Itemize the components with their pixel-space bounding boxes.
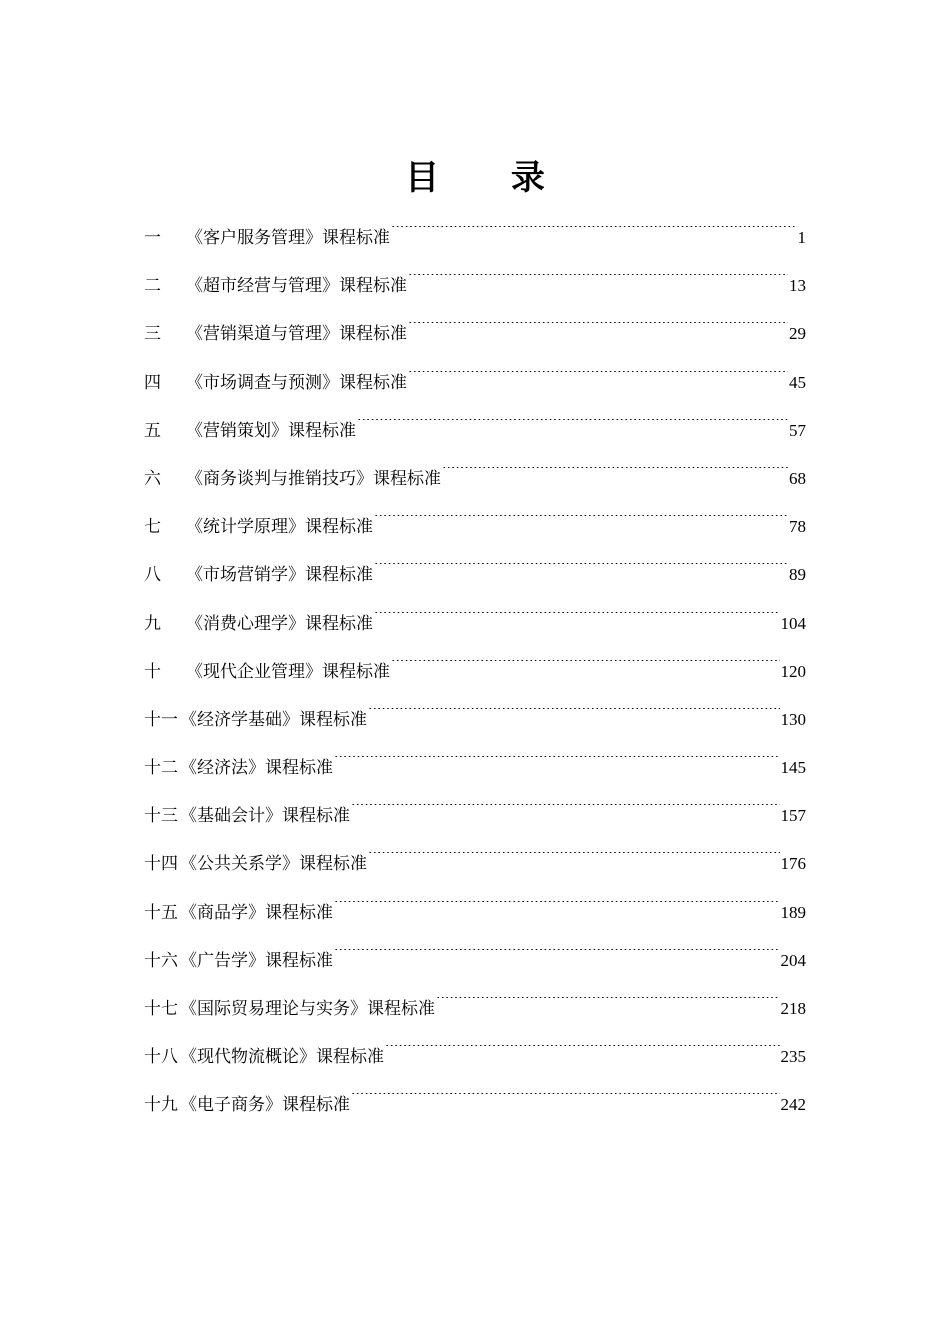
toc-entry-label: 《经济法》课程标准 xyxy=(180,758,333,779)
toc-entry[interactable] xyxy=(144,216,806,264)
toc-entry-number: 八 xyxy=(144,565,161,586)
dot-leader xyxy=(368,852,780,869)
dot-leader xyxy=(385,1045,780,1062)
dot-leader xyxy=(334,756,780,773)
toc-entry-number: 三 xyxy=(144,324,161,345)
toc-entry-label: 《市场调查与预测》课程标准 xyxy=(186,372,407,393)
toc-entry[interactable] xyxy=(144,312,806,360)
toc-entry-page-number: 130 xyxy=(780,709,806,729)
dot-leader xyxy=(334,949,780,966)
toc-entry-page-number: 218 xyxy=(780,999,806,1018)
toc-entry-page-number: 176 xyxy=(780,854,806,874)
toc-entry-number: 十六 xyxy=(144,950,178,971)
dot-leader xyxy=(374,563,788,580)
toc-entry[interactable] xyxy=(144,842,806,890)
dot-leader xyxy=(351,804,780,821)
toc-entry[interactable] xyxy=(144,1083,806,1131)
toc-entry-number: 十九 xyxy=(144,1095,178,1116)
toc-entry[interactable] xyxy=(144,409,806,457)
toc-entry-page-number: 78 xyxy=(789,517,806,537)
toc-entry-number: 十一 xyxy=(144,709,178,730)
toc-entry-number: 十四 xyxy=(144,854,178,875)
toc-entry[interactable] xyxy=(144,1035,806,1083)
dot-leader xyxy=(408,274,788,291)
toc-entry[interactable] xyxy=(144,505,806,553)
toc-entry-label: 《营销策划》课程标准 xyxy=(186,420,356,441)
toc-entry-label: 《统计学原理》课程标准 xyxy=(186,517,373,538)
toc-entry-number: 十五 xyxy=(144,902,178,923)
toc-entry-page-number: 242 xyxy=(780,1095,806,1115)
dot-leader xyxy=(391,226,797,243)
toc-entry-number: 二 xyxy=(144,276,161,297)
toc-entry-page-number: 13 xyxy=(789,276,806,296)
dot-leader xyxy=(334,901,780,918)
toc-entry[interactable] xyxy=(144,264,806,312)
toc-entry-number: 一 xyxy=(144,228,161,248)
toc-entry-page-number: 204 xyxy=(780,950,806,970)
toc-entry-label: 《市场营销学》课程标准 xyxy=(186,565,373,586)
toc-entry-label: 《电子商务》课程标准 xyxy=(180,1095,350,1116)
toc-entry-label: 《商务谈判与推销技巧》课程标准 xyxy=(186,468,441,489)
toc-entry-number: 十八 xyxy=(144,1047,178,1068)
toc-entry-label: 《消费心理学》课程标准 xyxy=(186,613,373,634)
toc-entry-page-number: 157 xyxy=(780,806,806,826)
toc-entry-page-number: 235 xyxy=(780,1047,806,1067)
dot-leader xyxy=(374,515,788,532)
toc-entry-number: 九 xyxy=(144,613,161,634)
toc-entry[interactable] xyxy=(144,698,806,746)
toc-entry-label: 《基础会计》课程标准 xyxy=(180,806,350,827)
toc-entry-page-number: 145 xyxy=(780,758,806,778)
toc-entry-label: 《客户服务管理》课程标准 xyxy=(186,228,390,248)
toc-entry-number: 十七 xyxy=(144,999,178,1019)
toc-entry-number: 十三 xyxy=(144,806,178,827)
toc-entry[interactable] xyxy=(144,553,806,601)
toc-entry-page-number: 189 xyxy=(780,902,806,922)
dot-leader xyxy=(357,419,788,436)
toc-entry-page-number: 68 xyxy=(789,468,806,488)
dot-leader xyxy=(442,467,788,484)
toc-entry-label: 《国际贸易理论与实务》课程标准 xyxy=(180,999,435,1019)
dot-leader xyxy=(374,612,780,629)
toc-entry-page-number: 120 xyxy=(780,661,806,681)
dot-leader xyxy=(351,1093,780,1110)
toc-entry-label: 《商品学》课程标准 xyxy=(180,902,333,923)
table-of-contents xyxy=(144,216,806,1132)
dot-leader xyxy=(436,997,780,1014)
dot-leader xyxy=(408,371,788,388)
toc-entry-label: 《公共关系学》课程标准 xyxy=(180,854,367,875)
toc-entry-number: 四 xyxy=(144,372,161,393)
toc-entry[interactable] xyxy=(144,650,806,698)
toc-entry[interactable] xyxy=(144,987,806,1035)
dot-leader xyxy=(391,660,780,677)
toc-entry-label: 《经济学基础》课程标准 xyxy=(180,709,367,730)
toc-entry-page-number: 45 xyxy=(789,372,806,392)
toc-entry[interactable] xyxy=(144,457,806,505)
toc-entry-number: 十二 xyxy=(144,758,178,779)
toc-entry-number: 七 xyxy=(144,517,161,538)
toc-entry-number: 六 xyxy=(144,468,161,489)
toc-entry-label: 《广告学》课程标准 xyxy=(180,950,333,971)
toc-entry[interactable] xyxy=(144,361,806,409)
toc-entry-label: 《营销渠道与管理》课程标准 xyxy=(186,324,407,345)
toc-entry-page-number: 57 xyxy=(789,420,806,440)
toc-entry-label: 《现代企业管理》课程标准 xyxy=(186,661,390,682)
toc-entry[interactable] xyxy=(144,746,806,794)
toc-entry-page-number: 1 xyxy=(797,228,806,247)
toc-entry[interactable] xyxy=(144,939,806,987)
toc-entry-page-number: 89 xyxy=(789,565,806,585)
toc-entry-page-number: 29 xyxy=(789,324,806,344)
toc-entry[interactable] xyxy=(144,794,806,842)
dot-leader xyxy=(368,708,780,725)
toc-entry-number: 十 xyxy=(144,661,161,682)
toc-entry[interactable] xyxy=(144,891,806,939)
toc-entry-number: 五 xyxy=(144,420,161,441)
toc-entry-label: 《超市经营与管理》课程标准 xyxy=(186,276,407,297)
page-title: 目 录 xyxy=(405,158,575,198)
toc-entry-page-number: 104 xyxy=(780,613,806,633)
toc-entry[interactable] xyxy=(144,602,806,650)
toc-entry-label: 《现代物流概论》课程标准 xyxy=(180,1047,384,1068)
dot-leader xyxy=(408,322,788,339)
